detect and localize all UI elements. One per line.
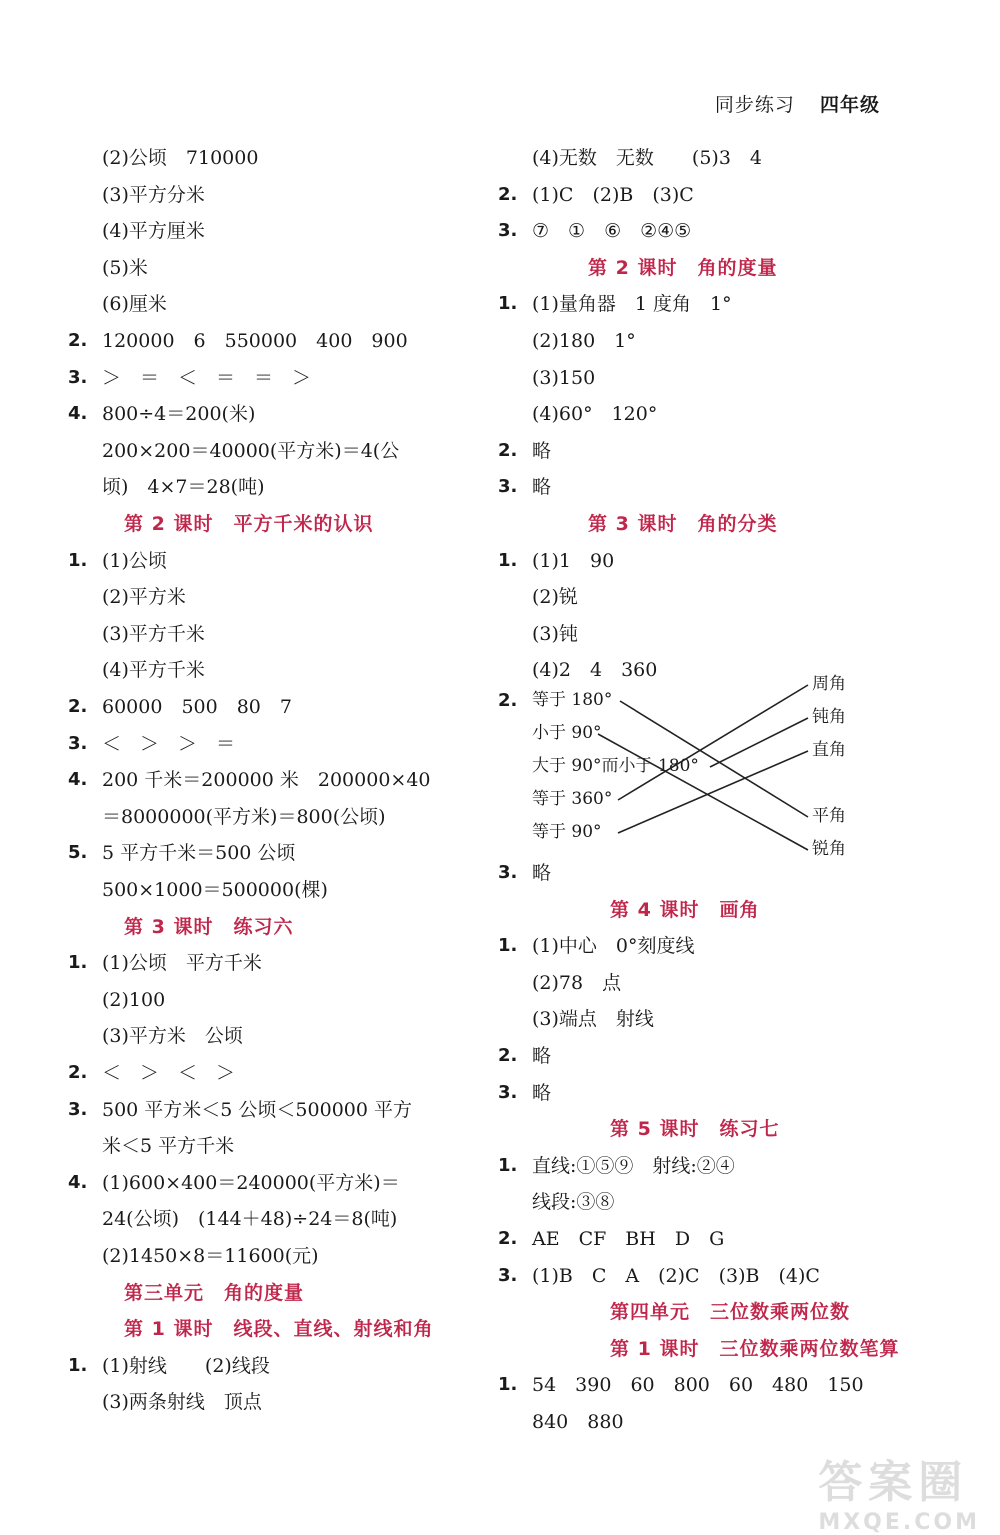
- answer-text: 略: [532, 862, 552, 884]
- match-connector-line: [618, 751, 808, 833]
- answer-text: (4)无数 无数 (5)3 4: [532, 147, 763, 169]
- watermark-url: MXQE.COM: [818, 1510, 980, 1535]
- match-connector-line: [618, 685, 808, 800]
- answer-line: [498, 658, 918, 682]
- answer-line: [68, 366, 468, 390]
- answer-text: (1)公顷: [102, 549, 167, 572]
- answer-line: [498, 971, 918, 995]
- question-number: 5.: [68, 842, 88, 864]
- answer-line: [68, 732, 468, 756]
- answer-line: [68, 402, 468, 426]
- section-heading: 第 2 课时 平方千米的认识: [124, 513, 374, 535]
- answer-line: [498, 292, 918, 316]
- question-number: 3.: [68, 1098, 88, 1120]
- site-watermark: [818, 1446, 980, 1535]
- answer-text: 500 平方米＜5 公顷＜500000 平方: [102, 1098, 413, 1121]
- answer-line: [68, 988, 468, 1012]
- answer-line: [498, 1154, 918, 1178]
- answer-line: [68, 878, 468, 902]
- grade-label: 四年级: [819, 94, 880, 116]
- answer-text: (2)平方米: [102, 586, 186, 609]
- answer-line: [498, 622, 918, 646]
- question-number: 1.: [68, 549, 88, 571]
- answer-line: [68, 1024, 468, 1048]
- match-left-label: 小于 90°: [532, 723, 602, 743]
- match-left-label: 等于 180°: [532, 690, 613, 710]
- match-right-label: 周角: [812, 674, 846, 694]
- answer-text: (1)量角器 1 度角 1°: [532, 293, 732, 316]
- answer-text: (3)钝: [532, 622, 578, 645]
- question-number: 4.: [68, 403, 88, 425]
- question-number: 1.: [68, 952, 88, 974]
- match-left-label: 等于 90°: [532, 822, 602, 842]
- answer-line: [68, 585, 468, 609]
- answer-line: [68, 292, 468, 316]
- question-number: 1.: [498, 1374, 518, 1396]
- answer-text: 直线:①⑤⑨ 射线:②④: [532, 1154, 735, 1177]
- watermark-logo: 答案圈: [818, 1457, 969, 1508]
- answer-text: ＜ ＞ ＜ ＞: [102, 1062, 236, 1084]
- answer-line: [498, 1190, 918, 1214]
- answer-text: (3)150: [532, 366, 596, 389]
- answer-text: ⑦ ① ⑥ ②④⑤: [532, 220, 692, 243]
- section-heading: 第 2 课时 角的度量: [588, 256, 778, 279]
- section-heading: 第 4 课时 画角: [610, 898, 760, 921]
- answer-line: [68, 1390, 468, 1414]
- answer-text: 略: [532, 1045, 552, 1067]
- answer-line: [498, 1373, 918, 1397]
- question-number: 4.: [68, 769, 88, 791]
- match-right-label: 平角: [812, 806, 846, 826]
- match-connector-line: [710, 718, 808, 767]
- answer-text: 54 390 60 800 60 480 150: [532, 1374, 864, 1397]
- answer-text: (1)B C A (2)C (3)B (4)C: [532, 1264, 820, 1287]
- answer-text: 顷) 4×7＝28(吨): [102, 476, 265, 499]
- question-number: 3.: [498, 220, 518, 242]
- question-number: 2.: [68, 1062, 88, 1083]
- answer-text: (3)平方米 公顷: [102, 1025, 243, 1048]
- answer-line: [498, 1007, 918, 1031]
- answer-line: [498, 1044, 918, 1068]
- answer-text: (2)锐: [532, 586, 578, 609]
- answer-line: [68, 1354, 468, 1378]
- match-connector-line: [620, 701, 808, 817]
- question-number: 4.: [68, 1171, 88, 1193]
- answer-text: ＜ ＞ ＞ ＝: [102, 732, 236, 755]
- answer-text: (3)端点 射线: [532, 1008, 654, 1031]
- answer-text: 800÷4＝200(米): [102, 403, 256, 426]
- answer-line: [68, 658, 468, 682]
- answer-text: 840 880: [532, 1411, 624, 1433]
- question-number: 2.: [498, 690, 518, 711]
- answer-line: [68, 183, 468, 207]
- question-number: 2.: [68, 330, 88, 351]
- section-heading: 第 3 课时 练习六: [124, 915, 294, 938]
- answer-text: 略: [532, 1081, 552, 1104]
- answer-text: (1)射线 (2)线段: [102, 1354, 270, 1377]
- answer-text: (6)厘米: [102, 293, 167, 316]
- answer-text: 200×200＝40000(平方米)＝4(公: [102, 439, 400, 462]
- question-number: 2.: [498, 183, 518, 205]
- answer-text: (3)平方千米: [102, 622, 205, 645]
- question-number: 3.: [498, 862, 518, 883]
- answer-line: [68, 1207, 468, 1231]
- answer-line: [68, 1061, 468, 1085]
- section-heading: 第三单元 角的度量: [124, 1281, 305, 1304]
- answer-text: (1)1 90: [532, 549, 615, 572]
- answer-text: 略: [532, 439, 552, 462]
- answer-line: [498, 549, 918, 573]
- answer-line: [498, 475, 918, 499]
- answer-line: [498, 146, 918, 170]
- answer-line: [498, 366, 918, 390]
- series-title: 同步练习: [714, 94, 795, 116]
- answer-line: [498, 439, 918, 463]
- answer-line: [68, 1098, 468, 1122]
- question-number: 2.: [498, 1228, 518, 1249]
- answer-text: (4)平方千米: [102, 659, 205, 682]
- answer-text: (4)60° 120°: [532, 403, 658, 426]
- answer-line: [68, 1134, 468, 1158]
- answer-text: (1)公顷 平方千米: [102, 952, 262, 975]
- answer-text: (5)米: [102, 256, 148, 279]
- match-right-label: 直角: [812, 740, 846, 760]
- question-number: 1.: [68, 1354, 88, 1376]
- answer-text: (1)600×400＝240000(平方米)＝: [102, 1171, 400, 1194]
- answer-text: 24(公顷) (144＋48)÷24＝8(吨): [102, 1208, 398, 1231]
- answer-text: (1)中心 0°刻度线: [532, 935, 695, 958]
- section-heading: 第 5 课时 练习七: [610, 1118, 780, 1141]
- question-number: 1.: [498, 293, 518, 315]
- answer-text: (3)平方分米: [102, 183, 205, 206]
- answer-line: [498, 1264, 918, 1288]
- question-number: 2.: [498, 1045, 518, 1066]
- question-number: 2.: [498, 439, 518, 461]
- match-left-label: 大于 90°而小于 180°: [532, 756, 699, 776]
- answer-text: (4)2 4 360: [532, 659, 658, 682]
- section-heading: 第 3 课时 角的分类: [588, 513, 778, 535]
- answer-line: [68, 475, 468, 499]
- match-right-label: 锐角: [812, 839, 846, 859]
- section-heading: 第 1 课时 线段、直线、射线和角: [124, 1318, 434, 1341]
- match-left-label: 等于 360°: [532, 789, 613, 809]
- answer-text: (2)78 点: [532, 971, 622, 994]
- answer-line: [68, 841, 468, 865]
- question-number: 3.: [498, 1081, 518, 1103]
- answer-line: [68, 219, 468, 243]
- answer-line: [68, 695, 468, 719]
- answer-line: [68, 768, 468, 792]
- answer-line: [498, 219, 918, 243]
- answer-text: (2)100: [102, 988, 166, 1011]
- question-number: 3.: [68, 366, 88, 388]
- answer-text: 60000 500 80 7: [102, 696, 292, 718]
- answer-text: 200 千米＝200000 米 200000×40: [102, 769, 431, 792]
- answer-line: [498, 585, 918, 609]
- answer-line: [498, 402, 918, 426]
- question-number: 3.: [498, 1264, 518, 1286]
- answer-text: ＞ ＝ ＜ ＝ ＝ ＞: [102, 366, 312, 389]
- answer-text: 米＜5 平方千米: [102, 1135, 235, 1158]
- answer-text: 120000 6 550000 400 900: [102, 330, 408, 352]
- section-heading: 第 1 课时 三位数乘两位数笔算: [610, 1337, 900, 1360]
- answer-text: 略: [532, 476, 552, 499]
- answer-line: [498, 1081, 918, 1105]
- answer-text: (2)1450×8＝11600(元): [102, 1245, 319, 1267]
- answer-line: [68, 146, 468, 170]
- answer-text: ＝8000000(平方米)＝800(公顷): [102, 805, 386, 828]
- answer-line: [68, 329, 468, 353]
- answer-line: [498, 861, 918, 885]
- question-number: 3.: [498, 476, 518, 498]
- answer-text: (1)C (2)B (3)C: [532, 183, 694, 206]
- answer-line: [498, 934, 918, 958]
- answer-line: [68, 1244, 468, 1268]
- answer-line: [498, 1227, 918, 1251]
- answer-line: [68, 549, 468, 573]
- section-heading: 第四单元 三位数乘两位数: [610, 1301, 851, 1324]
- answer-text: 线段:③⑧: [532, 1191, 615, 1214]
- answer-line: [68, 439, 468, 463]
- answer-line: [498, 183, 918, 207]
- answer-line: [68, 256, 468, 280]
- answer-line: [498, 329, 918, 353]
- answer-line: [68, 805, 468, 829]
- answer-text: 500×1000＝500000(棵): [102, 879, 328, 901]
- answer-line: [68, 951, 468, 975]
- question-number: 2.: [68, 696, 88, 717]
- answer-text: (3)两条射线 顶点: [102, 1391, 262, 1414]
- question-number: 1.: [498, 1154, 518, 1176]
- answer-text: (2)180 1°: [532, 330, 636, 352]
- answer-text: (4)平方厘米: [102, 220, 205, 243]
- answer-text: AE CF BH D G: [532, 1228, 725, 1250]
- question-number: 1.: [498, 935, 518, 957]
- answer-text: (2)公顷 710000: [102, 147, 259, 169]
- answer-text: 5 平方千米＝500 公顷: [102, 842, 296, 865]
- answer-line: [68, 1171, 468, 1195]
- question-number: 1.: [498, 549, 518, 571]
- answer-line: [68, 622, 468, 646]
- question-number: 3.: [68, 732, 88, 754]
- match-right-label: 钝角: [812, 707, 846, 727]
- answer-line: [498, 1410, 918, 1434]
